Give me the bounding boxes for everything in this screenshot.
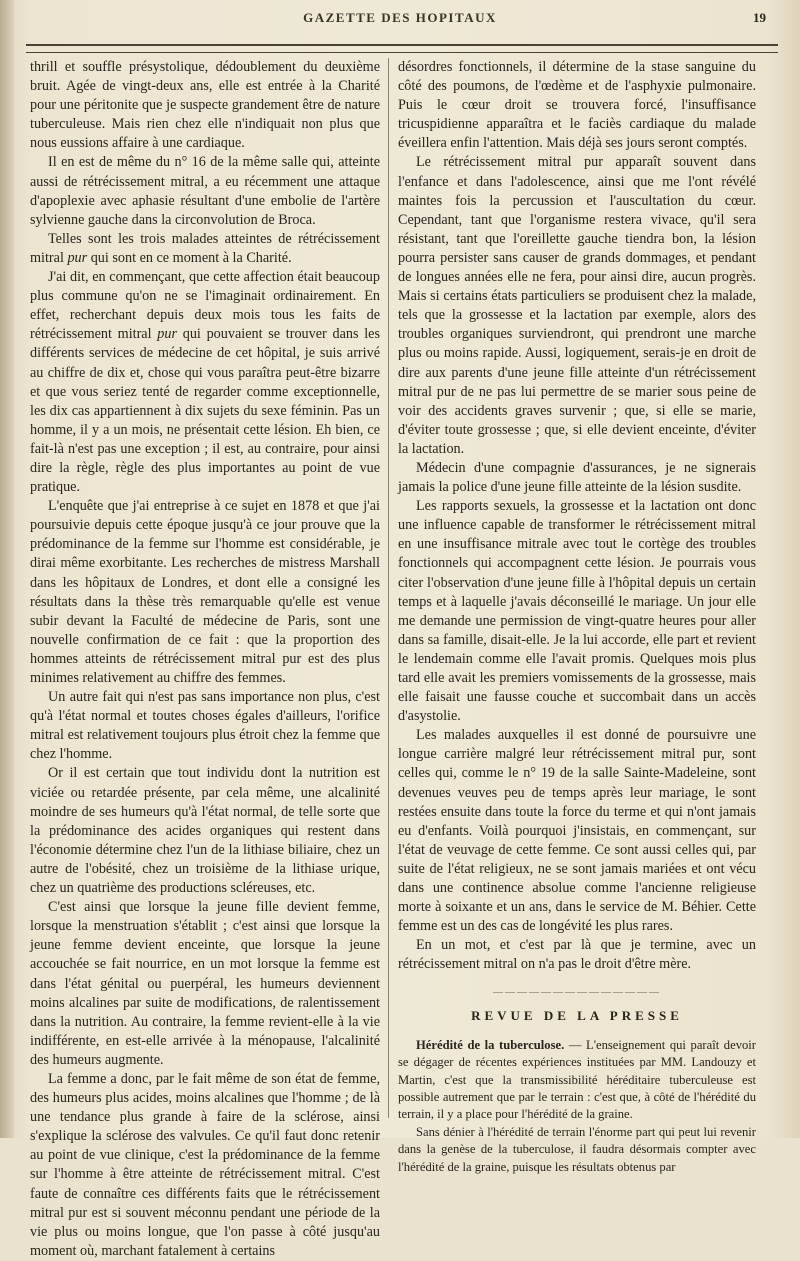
running-head: [0, 8, 800, 30]
paragraph: [30, 230, 380, 268]
press-review-item: [398, 1037, 756, 1176]
page-spine: [0, 0, 14, 1138]
paragraph: L'enquête que j'ai entreprise à ce sujet en 1878 et que j'ai poursuivie depuis cette époque jusqu'à ce jour prouve que la prédominance de la femme sur l'homme est considérable, je dirai même exorbitante. Les recherches de mistress Marshall dans les hôpitaux de Londres, et dont elle a consigné les résultats dans la thèse très remarquable qu'elle est venue subir devant la Faculté de médecine de Paris, sont une nouvelle confirmation de ce fait : que la proportion des hommes atteints de rétrécissement mitral pur est des plus minimes relativement au chiffre des femmes.: [30, 498, 380, 686]
item-title: Hérédité de la tuberculose.: [416, 1037, 565, 1052]
column-divider: [388, 58, 389, 1118]
paragraph: [398, 1037, 756, 1124]
paragraph: Le rétrécissement mitral pur apparaît souvent dans l'enfance et dans l'adolescence, ainsi que me l'ont révélé maintes fois la percussion et l'auscultation du cœur. Cependant, tant que l'organisme restera vivace, qu'il sera résistant, tant que l'oreillette gauche tiendra bon, la lésion pourra persister sans causer de grands dommages, et pendant de longues années elle ne fera, pour ainsi dire, aucun progrès. Mais si certains états particuliers se produisent chez la malade, tels que la grossesse et la lactation par exemple, alors des troubles organiques surviendront, qui prendront une marche plus ou moins rapide. Aussi, logiquement, serais-je en droit de dire aux parents d'une jeune fille atteinte d'un rétrécissement mitral pur de ne pas lui permettre de se marier sous peine de voir des accidents graves survenir ; que, si elle se marie, d'éviter toute grossesse ; que, si elle devient enceinte, d'éviter la lactation.: [398, 154, 756, 457]
section-title: REVUE DE LA PRESSE: [471, 1007, 683, 1023]
text-run: — L'enseignement qui paraît devoir se dégager de récentes expériences instituées par MM. Landouzy et Martin, c'est que la transmissibilité héréditaire tuberculeuse est possible autrement que par le terrain : c'est que, à côté de l'hérédité du terrain, il y a place pour l'hérédité de la graine.: [398, 1037, 756, 1122]
paragraph: Or il est certain que tout individu dont la nutrition est viciée ou retardée présente, par cela même, une alcalinité moindre de ses humeurs qu'à l'état normal, de telle sorte que la prédominance des acides organiques qui restent dans l'économie détermine chez l'un de la lithiase biliaire, chez un autre de l'obésité, chez un troisième de la lithiase urique, chez un quatrième des productions scléreuses, etc.: [30, 765, 380, 897]
paragraph: Sans dénier à l'hérédité de terrain l'énorme part qui peut lui revenir dans la genèse de la tuberculose, il faudra désormais compter avec l'hérédité de la graine, puisque les résultats obtenus par: [398, 1124, 756, 1174]
right-column: [398, 58, 756, 1176]
italic-run: pur: [67, 249, 88, 266]
journal-title: GAZETTE DES HOPITAUX: [303, 10, 497, 25]
paragraph: thrill et souffle présystolique, dédoublement du deuxième bruit. Agée de vingt-deux ans, elle est entrée à la Charité pour une péritonite que je suspecte grandement être de nature tuberculeuse. Mais rien chez elle n'indiquait non plus que nous eussions affaire à une cardiaque.: [30, 59, 380, 152]
page-number: 19: [753, 10, 766, 25]
paragraph: désordres fonctionnels, il détermine de la stase sanguine du côté des poumons, de l'œdème et de l'asphyxie pulmonaire. Puis le cœur droit se trouvera forcé, l'insuffisance tricuspidienne apparaîtra et le faciès cardiaque du malade éveillera enfin l'attention. Mais déjà ses jours seront comptés.: [398, 59, 756, 152]
paragraph: En un mot, et c'est par là que je termine, avec un rétrécissement mitral on n'a pas le droit d'être mère.: [398, 937, 756, 973]
text-run: qui sont en ce moment à la Charité.: [87, 249, 292, 266]
text-run: Telles sont les trois malades atteintes de rétrécissement mitral: [30, 230, 380, 266]
header-rule: [26, 44, 778, 53]
paragraph: Il en est de même du n° 16 de la même salle qui, atteinte aussi de rétrécissement mitral, a eu récemment une attaque d'apoplexie avec aphasie résultant d'une embolie de l'artère sylvienne gauche dans la circonvolution de Broca.: [30, 154, 380, 228]
section-separator: ——————————————: [493, 986, 661, 998]
text-run: J'ai dit, en commençant, que cette affection était beaucoup plus commune qu'on ne se l'imaginait ordinairement. En effet, recherchant depuis deux mois tous les faits de rétrécissement mitral: [30, 269, 380, 343]
paragraph: Les rapports sexuels, la grossesse et la lactation ont donc une influence capable de transformer le rétrécissement mitral en une insuffisance mitrale avec tout le cortège des troubles fonctionnels qui accompagnent cette lésion. Je pourrais vous citer l'observation d'une jeune fille à l'hôpital depuis un certain temps et à laquelle j'avais déconseillé le mariage. Un jour elle me demande une permission de vingt-quatre heures pour aller dans sa famille, disait-elle. Je la lui accorde, elle part et revient le lendemain comme elle l'avait promis. Quelques mois plus tard elle avait les premiers vomissements de la grossesse, mais elle faisait une fausse couche et succombait dans un accès d'asystolie.: [398, 498, 756, 725]
paragraph: La femme a donc, par le fait même de son état de femme, des humeurs plus acides, moins alcalines que l'homme ; de là une tendance plus grande à faire de la sclérose, ainsi s'explique la sclérose des valvules. Ce qu'il faut donc retenir au point de vue clinique, c'est la prédominance de la femme sur l'homme à être atteinte de rétrécissement mitral. C'est faute de connaître ces différents faits que le rétrécissement mitral pur est si souvent méconnu pendant une période de la vie plus ou moins longue, que l'on passe à côté jusqu'au moment où, marchant fatalement à certains: [30, 1070, 380, 1259]
paragraph: Un autre fait qui n'est pas sans importance non plus, c'est qu'à l'état normal et toutes choses égales d'ailleurs, l'orifice mitral est relativement toujours plus étroit chez la femme que chez l'homme.: [30, 689, 380, 763]
paragraph: [30, 268, 380, 497]
paragraph: C'est ainsi que lorsque la jeune fille devient femme, lorsque la menstruation s'établit ; c'est ainsi que lorsque la jeune femme devient enceinte, que lorsque la jeune accouchée se fait nourrice, en un mot lorsque la femme est dans l'état génital ou puerpéral, les humeurs deviennent moins alcalines par suite de modifications, de ralentissement dans la nutrition. Au contraire, la femme revient-elle à la vie indifférente, en est-elle arrivée à la ménopause, l'alcalinité des humeurs augmente.: [30, 899, 380, 1068]
paragraph: Les malades auxquelles il est donné de poursuivre une longue carrière malgré leur rétrécissement mitral pur, sont celles qui, comme le n° 19 de la salle Sainte-Madeleine, sont devenues veuves peu de temps après leur mariage, le sont restées ensuite dans toute la force du terme et qui n'ont jamais eu d'enfants. Voilà pourquoi j'insistais, en commençant, sur l'état de veuvage de cette femme. Ce sont aussi celles qui, par suite de l'état religieux, ne se sont jamais mariées et ont vécu dans une continence absolue comme l'ancienne religieuse morte à soixante et un ans, dans le service de M. Béhier. Cette femme est un des cas de longévité les plus rares.: [398, 727, 756, 935]
text-run: qui pouvaient se trouver dans les différents services de médecine de cet hôpital, je suis arrivé au chiffre de dix et, chose qui vous paraîtra peut-être bizarre et que vous seriez tenté de regarder comme exceptionnelle, les dix cas appartiennent à dix sujets du sexe féminin. Pas un homme, il y a un mois, ne présentait cette lésion. Eh bien, ce fait-là n'est pas une exception ; il est, au contraire, pour ainsi dire la règle, règle des plus importantes au point de vue pratique.: [30, 326, 380, 496]
paragraph: Médecin d'une compagnie d'assurances, je ne signerais jamais la police d'une jeune fille atteinte de la lésion susdite.: [398, 459, 756, 496]
italic-run: pur: [157, 326, 177, 343]
left-column: [30, 58, 380, 1261]
